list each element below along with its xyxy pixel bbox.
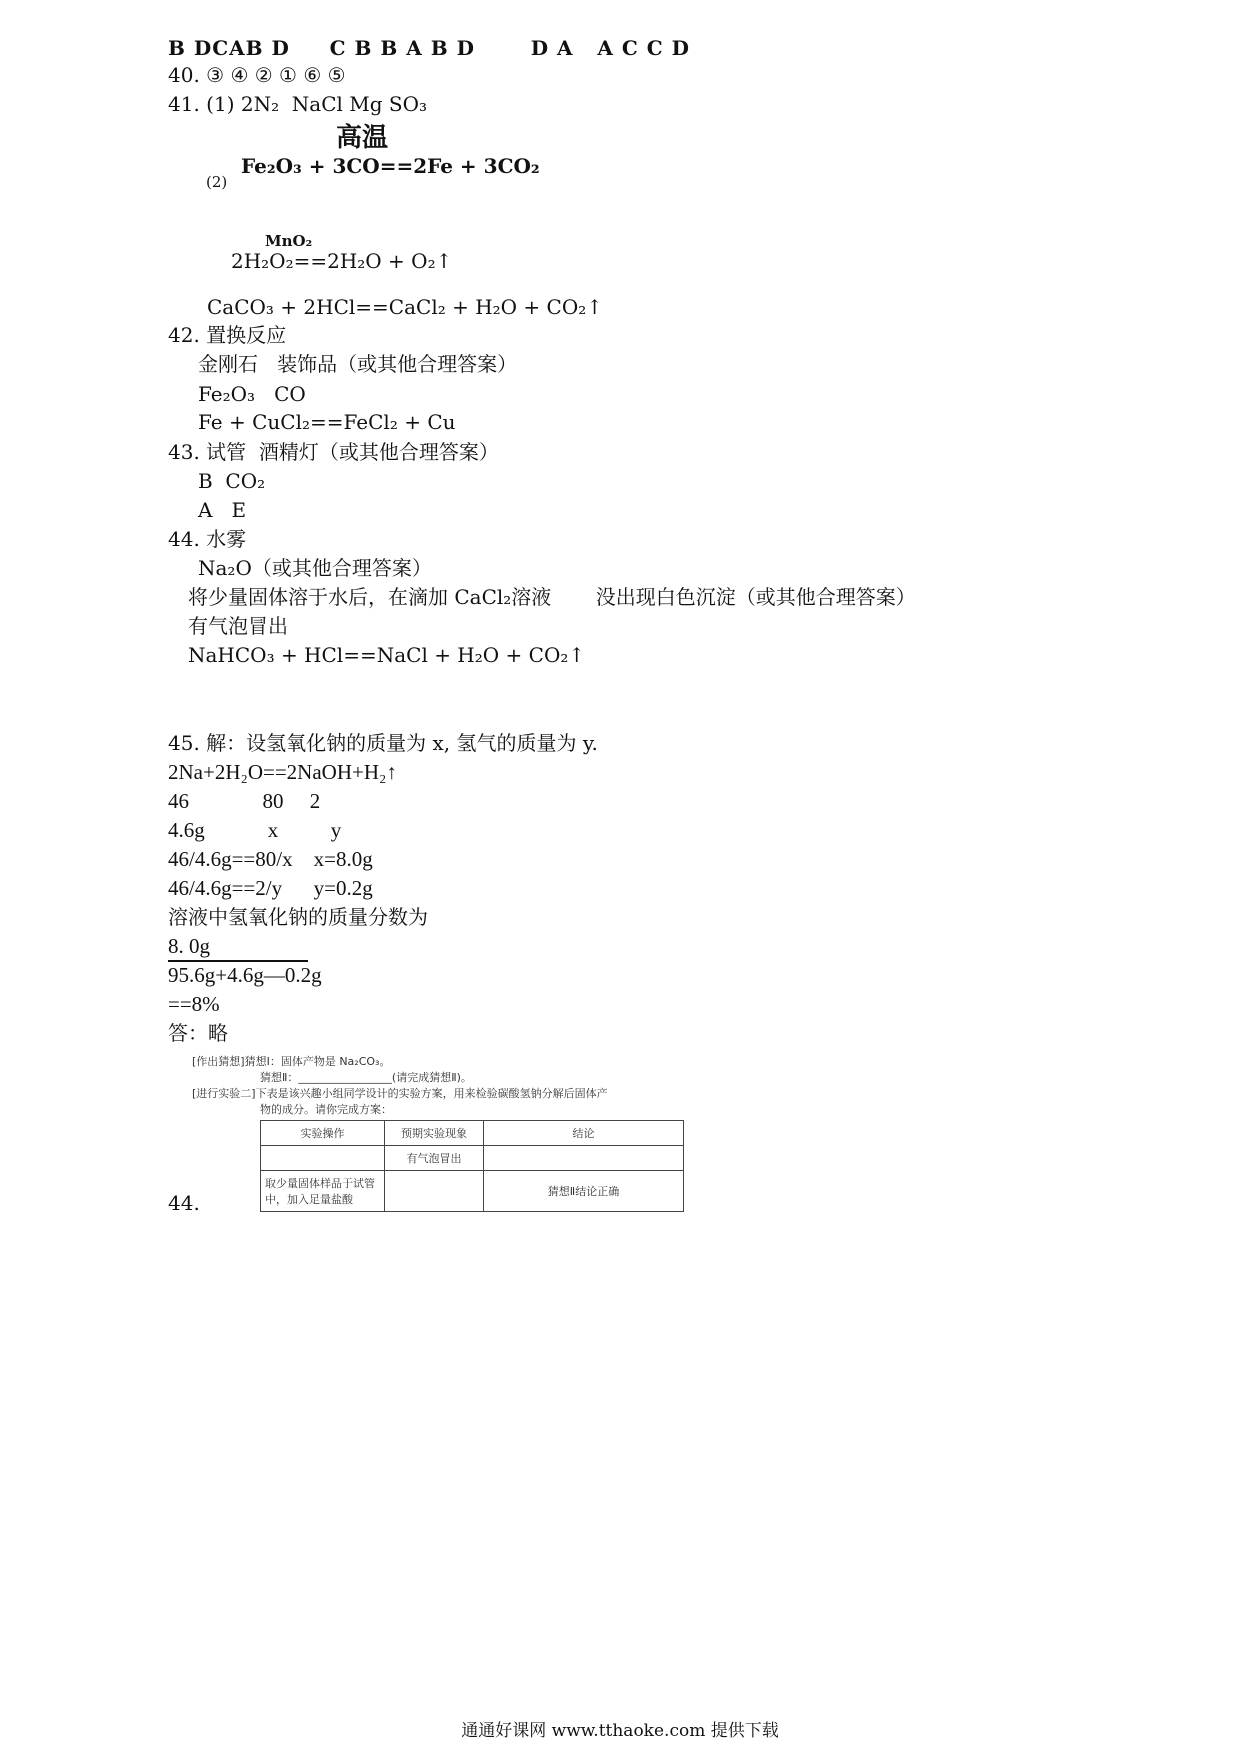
q42-line-a: 金刚石 装饰品（或其他合理答案） [198, 352, 518, 376]
q41-condition-catalyst: MnO₂ [265, 232, 313, 250]
q44-line-d: NaHCO₃ + HCl==NaCl + H₂O + CO₂↑ [188, 643, 586, 667]
q42-line-c: Fe + CuCl₂==FeCl₂ + Cu [198, 410, 456, 434]
q45-heading: 45. 解：设氢氧化钠的质量为 x, 氢气的质量为 y. [168, 731, 598, 755]
q45-denominator: 95.6g+4.6g—0.2g [168, 963, 322, 987]
scan-line-2: 猜想Ⅱ：_________________(请完成猜想Ⅱ)。 [260, 1071, 472, 1084]
q45-numerator: 8. 0g [168, 934, 308, 962]
table-row [261, 1171, 684, 1212]
q44-line-a: Na₂O（或其他合理答案） [198, 556, 432, 580]
q43-line-a: B CO₂ [198, 469, 266, 493]
cell-operation: 取少量固体样品于试管中，加入足量盐酸 [261, 1171, 385, 1212]
q42-answer: 42. 置换反应 [168, 323, 287, 347]
q45-fraction-intro: 溶液中氢氧化钠的质量分数为 [168, 905, 428, 929]
mc-answers: B DCAB D C B B A B D D A A C C D [168, 36, 691, 60]
q45-result: ==8% [168, 992, 220, 1016]
scan-experiment-table [260, 1120, 684, 1212]
table-row [261, 1146, 684, 1171]
scan-line-1: [作出猜想]猜想Ⅰ：固体产物是 Na₂CO₃。 [192, 1055, 391, 1068]
q41-equation-3: CaCO₃ + 2HCl==CaCl₂ + H₂O + CO₂↑ [207, 295, 604, 319]
q45-calc-y: 46/4.6g==2/y y=0.2g [168, 876, 373, 900]
q42-line-b: Fe₂O₃ CO [198, 382, 306, 406]
q41-condition-high-temp: 高温 [336, 123, 389, 153]
scan-line-3: [进行实验二]下表是该兴趣小组同学设计的实验方案，用来检验碳酸氢钠分解后固体产 [192, 1087, 608, 1100]
scanned-question-image [192, 1052, 726, 1222]
q45-equation: 2Na+2H₂O==2NaOH+H₂↑ [168, 760, 397, 784]
q44-line-c: 有气泡冒出 [188, 614, 288, 638]
q45-conclusion: 答：略 [168, 1021, 228, 1045]
cell-phenomenon: 有气泡冒出 [385, 1146, 484, 1171]
cell-empty [385, 1171, 484, 1212]
q44-answer: 44. 水雾 [168, 527, 247, 551]
q43-line-b: A E [198, 498, 247, 522]
q44-image-label: 44. [168, 1191, 200, 1215]
q40-answer: 40. ③ ④ ② ① ⑥ ⑤ [168, 63, 346, 87]
q43-answer: 43. 试管 酒精灯（或其他合理答案） [168, 440, 499, 464]
q41-part2-label: (2) [206, 173, 228, 191]
cell-empty [484, 1146, 684, 1171]
cell-conclusion: 猜想Ⅱ结论正确 [484, 1171, 684, 1212]
header-operation: 实验操作 [261, 1121, 385, 1146]
header-phenomenon: 预期实验现象 [385, 1121, 484, 1146]
table-header-row [261, 1121, 684, 1146]
q45-ratio-row-2: 4.6g x y [168, 818, 342, 842]
q41-equation-2: 2H₂O₂==2H₂O + O₂↑ [231, 249, 453, 273]
q44-line-b: 将少量固体溶于水后，在滴加 CaCl₂溶液 没出现白色沉淀（或其他合理答案） [188, 585, 916, 609]
q45-ratio-row-1: 46 80 2 [168, 789, 321, 813]
q41-part1: 41. (1) 2N₂ NaCl Mg SO₃ [168, 92, 428, 116]
q41-equation-1: Fe₂O₃ + 3CO==2Fe + 3CO₂ [241, 154, 540, 178]
cell-empty [261, 1146, 385, 1171]
header-conclusion: 结论 [484, 1121, 684, 1146]
scan-line-4: 物的成分。请你完成方案： [260, 1103, 392, 1116]
page-footer: 通通好课网 www.tthaoke.com 提供下载 [461, 1721, 779, 1741]
q45-calc-x: 46/4.6g==80/x x=8.0g [168, 847, 373, 871]
